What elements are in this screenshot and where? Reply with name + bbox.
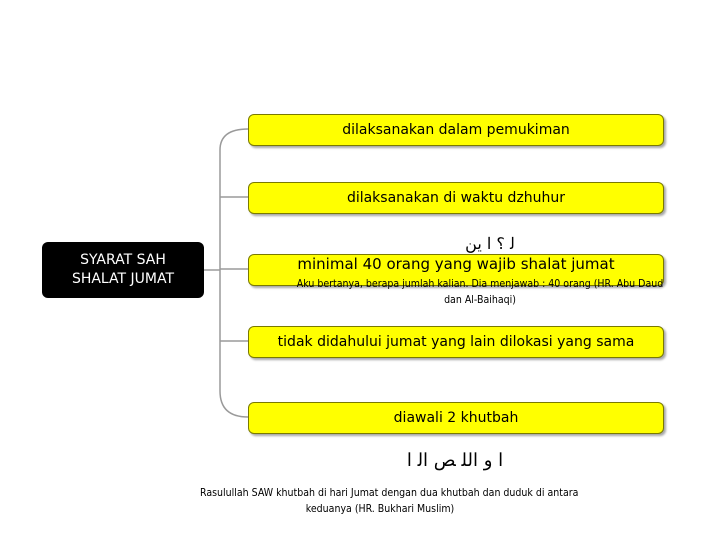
branch-label: tidak didahului jumat yang lain dilokasi yang sama: [277, 334, 635, 350]
arabic-text-2: ﺍ ﻭ ﺍﻟﻠ ﺺ ﺍﻟ ﺍ: [406, 450, 504, 471]
hadith-note-2-line2: keduanya (HR. Bukhari Muslim): [305, 503, 455, 515]
hadith-note-1-line2: dan Al-Baihaqi): [444, 294, 516, 306]
hadith-note-1: [260, 276, 700, 308]
branch-label: diawali 2 khutbah: [393, 410, 519, 426]
branch-node-pemukiman: [248, 114, 664, 146]
root-node: [42, 242, 204, 298]
hadith-note-1-line1: Aku bertanya, berapa jumlah kalian. Dia menjawab : 40 orang (HR. Abu Daud: [296, 278, 664, 290]
root-label-line1: SYARAT SAH: [80, 252, 166, 268]
branch-label: dilaksanakan di waktu dzhuhur: [346, 190, 566, 206]
hadith-note-2: [200, 485, 579, 517]
branch-label: dilaksanakan dalam pemukiman: [342, 122, 570, 138]
arabic-text-1: ﻟ ؟ ﺍ ﻳﻦ: [465, 234, 515, 253]
branch-node-tidak-didahului: [248, 326, 664, 358]
branch-node-dzhuhur: [248, 182, 664, 214]
root-label-line2: SHALAT JUMAT: [71, 271, 175, 287]
hadith-note-2-line1: Rasulullah SAW khutbah di hari Jumat dengan dua khutbah dan duduk di antara: [200, 487, 579, 499]
branch-label: minimal 40 orang yang wajib shalat jumat: [297, 255, 615, 273]
branch-node-dua-khutbah: [248, 402, 664, 434]
